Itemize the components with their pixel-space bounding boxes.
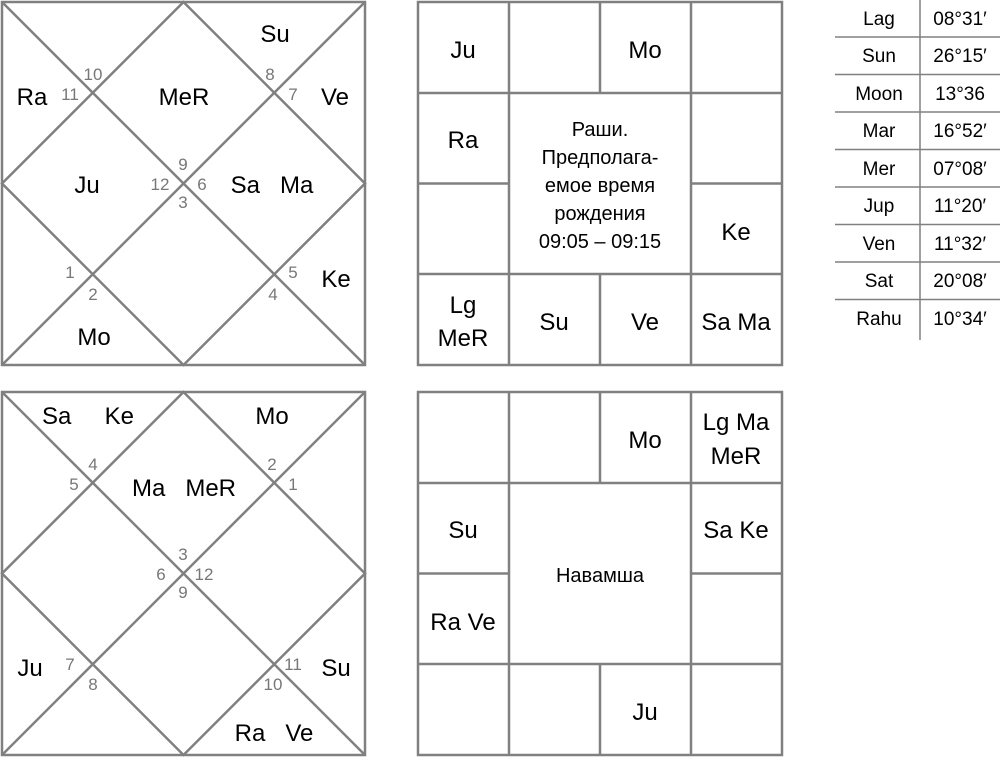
sign-number: 7	[288, 85, 298, 104]
navamsha-south-chart	[410, 390, 790, 757]
sign-number: 2	[88, 285, 98, 304]
rashi-north-chart	[0, 0, 370, 370]
sign-number: 12	[150, 175, 170, 194]
planet-degree: 11°20′	[933, 196, 987, 217]
cell-planets: Lg	[449, 292, 477, 319]
sign-number: 5	[288, 263, 298, 282]
cell-planets: Ju	[632, 699, 658, 726]
sign-number: 9	[178, 583, 188, 602]
house-6-planets: Ra Ve	[234, 720, 314, 747]
sign-number: 1	[65, 263, 75, 282]
planet-degree: 16°52′	[933, 121, 987, 142]
house-1-planets: MeR	[158, 84, 210, 111]
cell-planets: Mo	[628, 37, 662, 64]
sign-number: 11	[61, 85, 79, 104]
planet-name: Moon	[855, 84, 903, 105]
sign-number: 3	[178, 193, 188, 212]
house-8-planets: Mo	[77, 324, 111, 351]
sign-number: 3	[178, 545, 188, 564]
sign-number: 10	[83, 65, 103, 84]
chart-center-caption: Предполага-	[541, 147, 659, 169]
cell-planets: Su	[448, 517, 478, 544]
cell-planets: MeR	[437, 325, 489, 352]
cell-planets: Mo	[628, 427, 662, 454]
sign-number: 12	[194, 565, 214, 584]
house-12-planets: Sa Ke	[41, 403, 135, 430]
planet-degree: 13°36	[935, 84, 985, 105]
sign-number: 4	[88, 455, 98, 474]
planet-degree: 11°32′	[933, 234, 987, 255]
planet-degree: 10°34′	[933, 309, 987, 330]
sign-number: 6	[197, 175, 207, 194]
house-9-planets: Ju	[17, 655, 43, 682]
sign-number: 11	[284, 655, 302, 674]
sign-number: 7	[65, 655, 75, 674]
sign-number: 4	[268, 285, 278, 304]
planet-name: Mar	[862, 121, 896, 142]
sign-number: 8	[265, 65, 275, 84]
sign-number: 8	[88, 675, 98, 694]
house-3-planets: Ve	[320, 84, 350, 111]
navamsha-north-chart	[0, 390, 370, 757]
chart-center-caption: Навамша	[555, 565, 645, 587]
planet-degree: 20°08′	[933, 271, 987, 292]
planet-name: Ven	[862, 234, 896, 255]
house-1-planets: Ma MeR	[131, 475, 237, 502]
house-10-planets: Ju	[74, 172, 100, 199]
chart-center-caption: емое время	[544, 175, 656, 197]
planet-degree: 07°08′	[933, 159, 987, 180]
house-2-planets: Mo	[255, 403, 289, 430]
planet-degree: 26°15′	[933, 46, 987, 67]
cell-planets: Sa Ke	[703, 517, 769, 544]
cell-planets: Lg Ma	[702, 409, 770, 436]
cell-planets: Su	[539, 309, 569, 336]
house-4-right-planets: Su	[321, 655, 351, 682]
chart-center-caption: Раши.	[571, 119, 629, 141]
cell-planets: Sa Ma	[701, 309, 771, 336]
cell-planets: Ju	[450, 37, 476, 64]
sign-number: 10	[263, 675, 283, 694]
cell-planets: MeR	[710, 443, 762, 470]
planet-name: Rahu	[856, 309, 902, 330]
planet-name: Jup	[863, 196, 895, 217]
planet-name: Sat	[864, 271, 894, 292]
chart-center-caption: 09:05 – 09:15	[538, 231, 662, 253]
rashi-south-chart	[410, 0, 790, 370]
chart-center-caption: рождения	[554, 203, 646, 225]
house-5-planets: Ke	[321, 266, 351, 293]
sign-number: 9	[178, 155, 188, 174]
sign-number: 6	[156, 565, 166, 584]
cell-planets: Ra	[447, 127, 479, 154]
cell-planets: Ra Ve	[430, 609, 496, 636]
house-11-planets: Ra	[16, 84, 48, 111]
cell-planets: Ve	[630, 309, 660, 336]
planet-name: Mer	[862, 159, 896, 180]
sign-number: 2	[267, 455, 277, 474]
planet-degree: 08°31′	[933, 9, 987, 30]
sign-number: 5	[69, 475, 79, 494]
planet-name: Lag	[863, 9, 895, 30]
house-2-planets: Su	[260, 21, 290, 48]
house-4-planets: Sa Ma	[230, 172, 314, 199]
planet-degrees-table	[835, 0, 1000, 345]
cell-planets: Ke	[721, 219, 751, 246]
planet-name: Sun	[862, 46, 896, 67]
sign-number: 1	[288, 475, 298, 494]
